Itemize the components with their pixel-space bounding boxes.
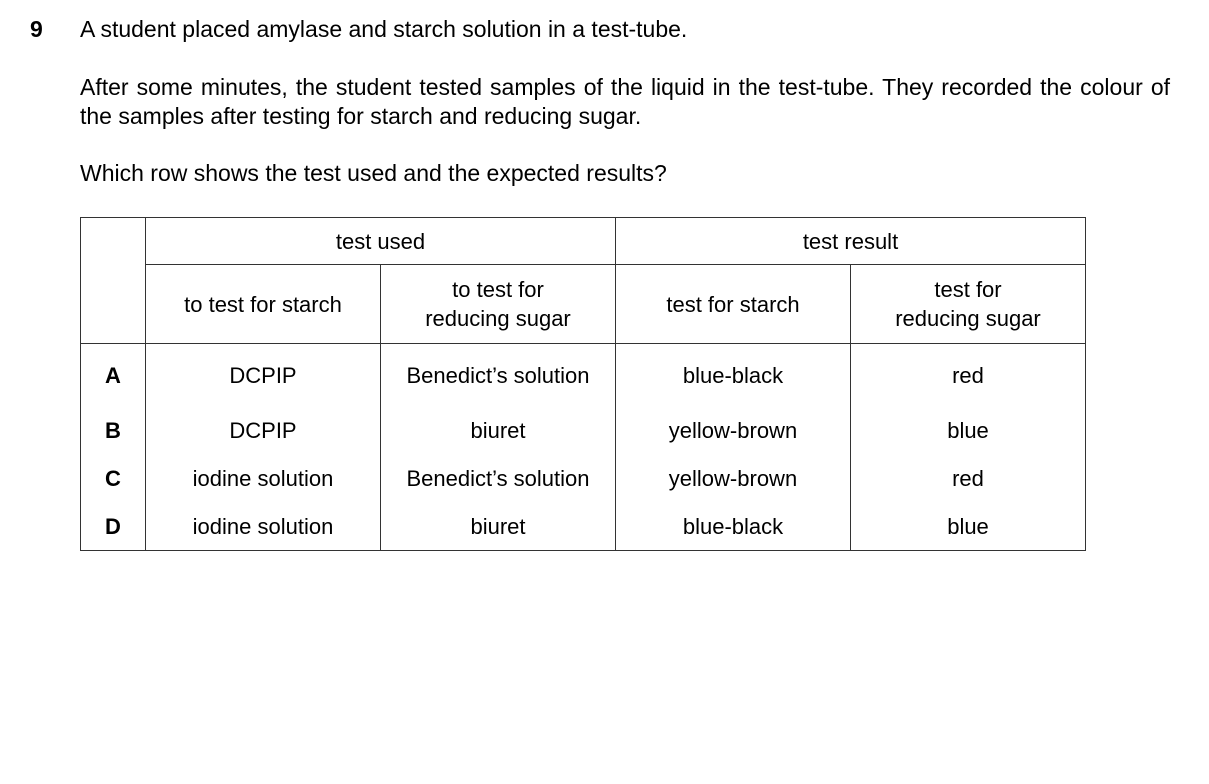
table-cell: blue [851,406,1086,454]
group-header-test-result: test result [616,218,1086,265]
row-label: C [81,454,146,502]
table-row [81,502,1086,551]
question-prompt: Which row shows the test used and the expected results? [80,160,667,186]
sub-header-starch-test: to test for starch [146,265,381,344]
table-row [81,454,1086,502]
question-context: After some minutes, the student tested samples of the liquid in the test-tube. They recorded the colour of the samples after testing for starch and reducing sugar. [80,74,1170,129]
table-cell: yellow-brown [616,406,851,454]
sub-header-starch-result: test for starch [616,265,851,344]
table-cell: Benedict’s solution [381,454,616,502]
question-intro: A student placed amylase and starch solution in a test-tube. [80,16,688,42]
table-cell: DCPIP [146,406,381,454]
table-cell: blue [851,502,1086,551]
table-cell: Benedict’s solution [381,344,616,407]
table-cell: yellow-brown [616,454,851,502]
table-cell: DCPIP [146,344,381,407]
answer-table [80,217,1086,551]
corner-cell [81,218,146,344]
table-cell: biuret [381,406,616,454]
row-label: D [81,502,146,551]
table-cell: blue-black [616,344,851,407]
table-cell: blue-black [616,502,851,551]
table-cell: iodine solution [146,454,381,502]
table-row [81,344,1086,407]
sub-header-sugar-test: to test for reducing sugar [381,265,616,344]
row-label: A [81,344,146,407]
table-cell: iodine solution [146,502,381,551]
table-cell: red [851,344,1086,407]
row-label: B [81,406,146,454]
table-row [81,406,1086,454]
group-header-test-used: test used [146,218,616,265]
table-cell: biuret [381,502,616,551]
sub-header-sugar-result: test for reducing sugar [851,265,1086,344]
table-cell: red [851,454,1086,502]
question-number: 9 [30,16,43,42]
